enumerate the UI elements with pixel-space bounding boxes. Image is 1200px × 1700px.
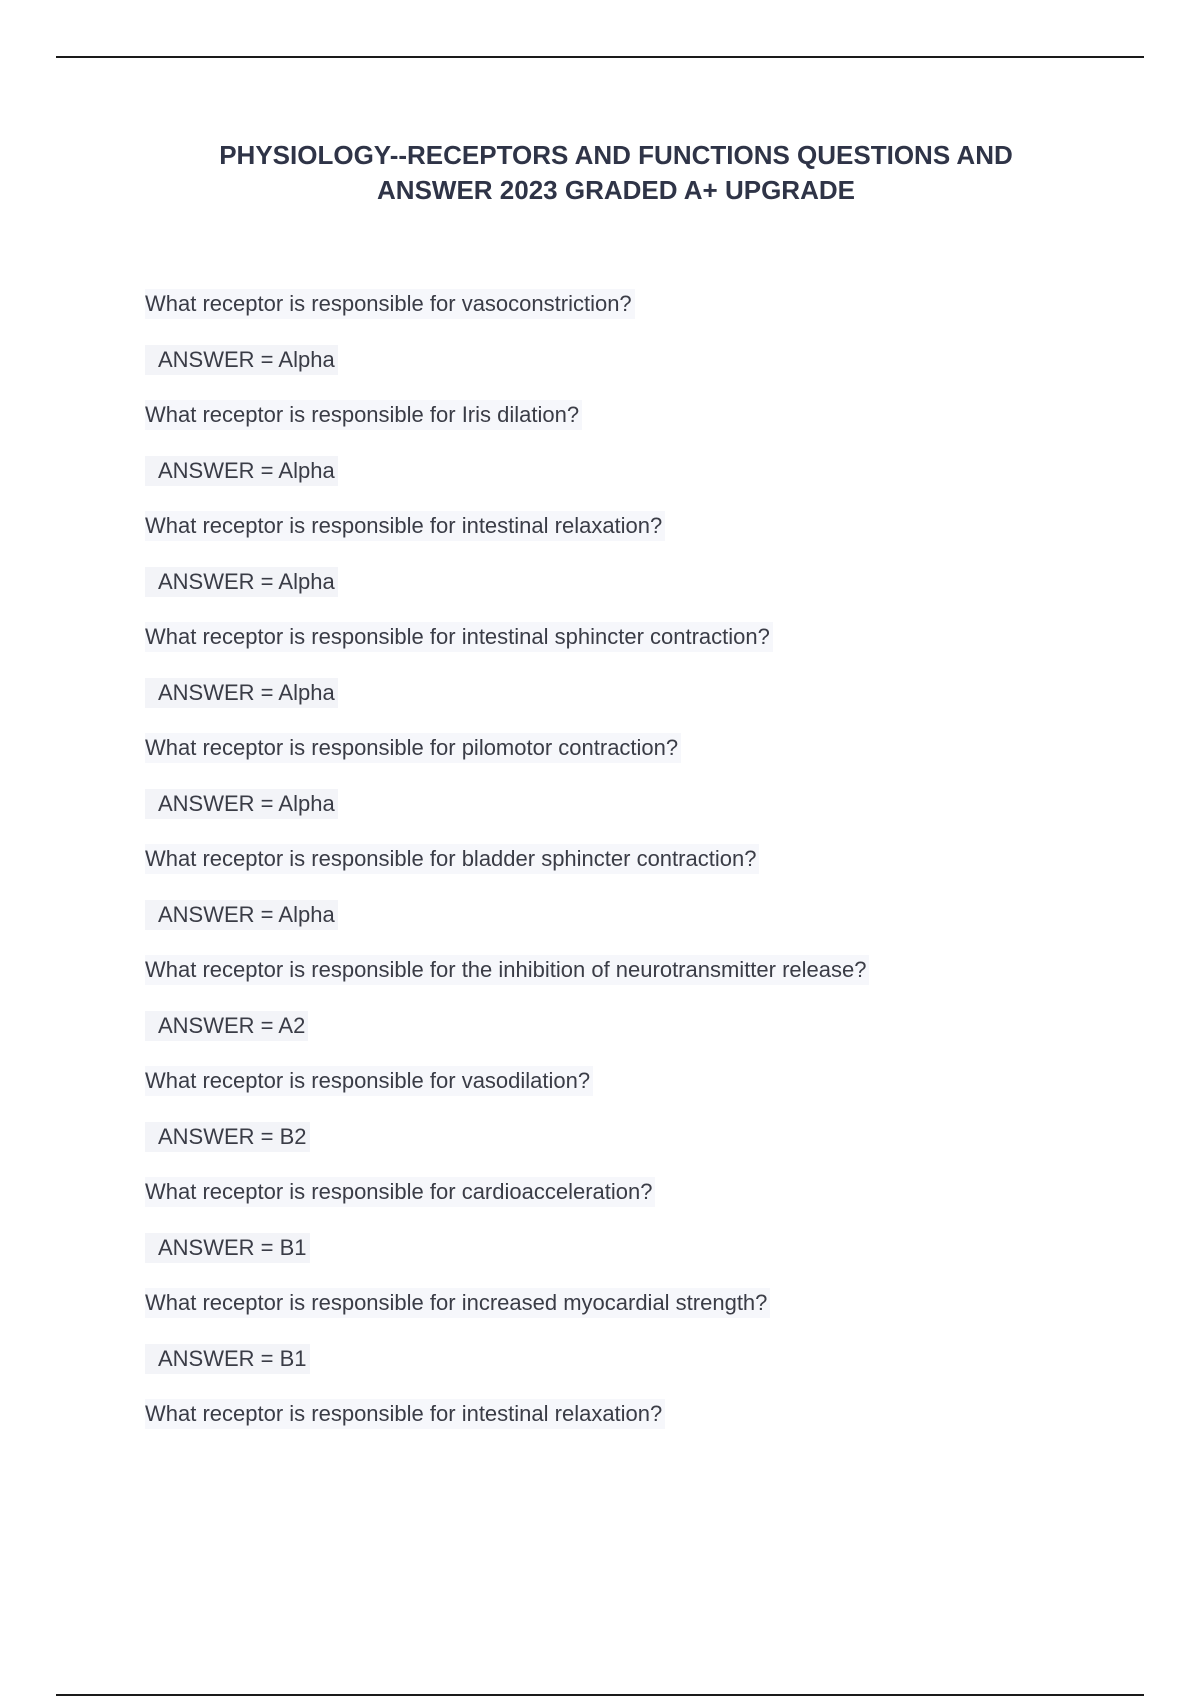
answer-text: ANSWER = B2 — [145, 1122, 310, 1152]
question-text: What receptor is responsible for intestinal relaxation? — [145, 1399, 665, 1429]
qa-item — [145, 733, 1145, 844]
top-rule — [56, 56, 1144, 58]
answer-text: ANSWER = Alpha — [145, 567, 338, 597]
answer-text: ANSWER = Alpha — [145, 678, 338, 708]
qa-item — [145, 844, 1145, 955]
qa-item — [145, 400, 1145, 511]
bottom-rule — [56, 1694, 1144, 1696]
title-line-1: PHYSIOLOGY--RECEPTORS AND FUNCTIONS QUESTIONS AND — [219, 140, 1013, 170]
question-text: What receptor is responsible for vasoconstriction? — [145, 289, 635, 319]
qa-item — [145, 955, 1145, 1066]
qa-item — [145, 289, 1145, 400]
document-title — [120, 138, 1112, 208]
qa-item — [145, 622, 1145, 733]
answer-text: ANSWER = Alpha — [145, 789, 338, 819]
question-text: What receptor is responsible for the inhibition of neurotransmitter release? — [145, 955, 869, 985]
qa-item — [145, 1066, 1145, 1177]
question-text: What receptor is responsible for Iris dilation? — [145, 400, 582, 430]
qa-item — [145, 1177, 1145, 1288]
question-text: What receptor is responsible for intestinal relaxation? — [145, 511, 665, 541]
answer-text: ANSWER = Alpha — [145, 900, 338, 930]
answer-text: ANSWER = B1 — [145, 1344, 310, 1374]
answer-text: ANSWER = B1 — [145, 1233, 310, 1263]
qa-item — [145, 1399, 1145, 1455]
title-line-2: ANSWER 2023 GRADED A+ UPGRADE — [377, 175, 855, 205]
question-text: What receptor is responsible for cardioacceleration? — [145, 1177, 655, 1207]
question-text: What receptor is responsible for pilomotor contraction? — [145, 733, 681, 763]
question-text: What receptor is responsible for bladder sphincter contraction? — [145, 844, 759, 874]
answer-text: ANSWER = A2 — [145, 1011, 308, 1041]
question-text: What receptor is responsible for intestinal sphincter contraction? — [145, 622, 773, 652]
qa-list — [145, 289, 1145, 1455]
answer-text: ANSWER = Alpha — [145, 456, 338, 486]
qa-item — [145, 1288, 1145, 1399]
qa-item — [145, 511, 1145, 622]
question-text: What receptor is responsible for vasodilation? — [145, 1066, 593, 1096]
question-text: What receptor is responsible for increased myocardial strength? — [145, 1288, 770, 1318]
answer-text: ANSWER = Alpha — [145, 345, 338, 375]
